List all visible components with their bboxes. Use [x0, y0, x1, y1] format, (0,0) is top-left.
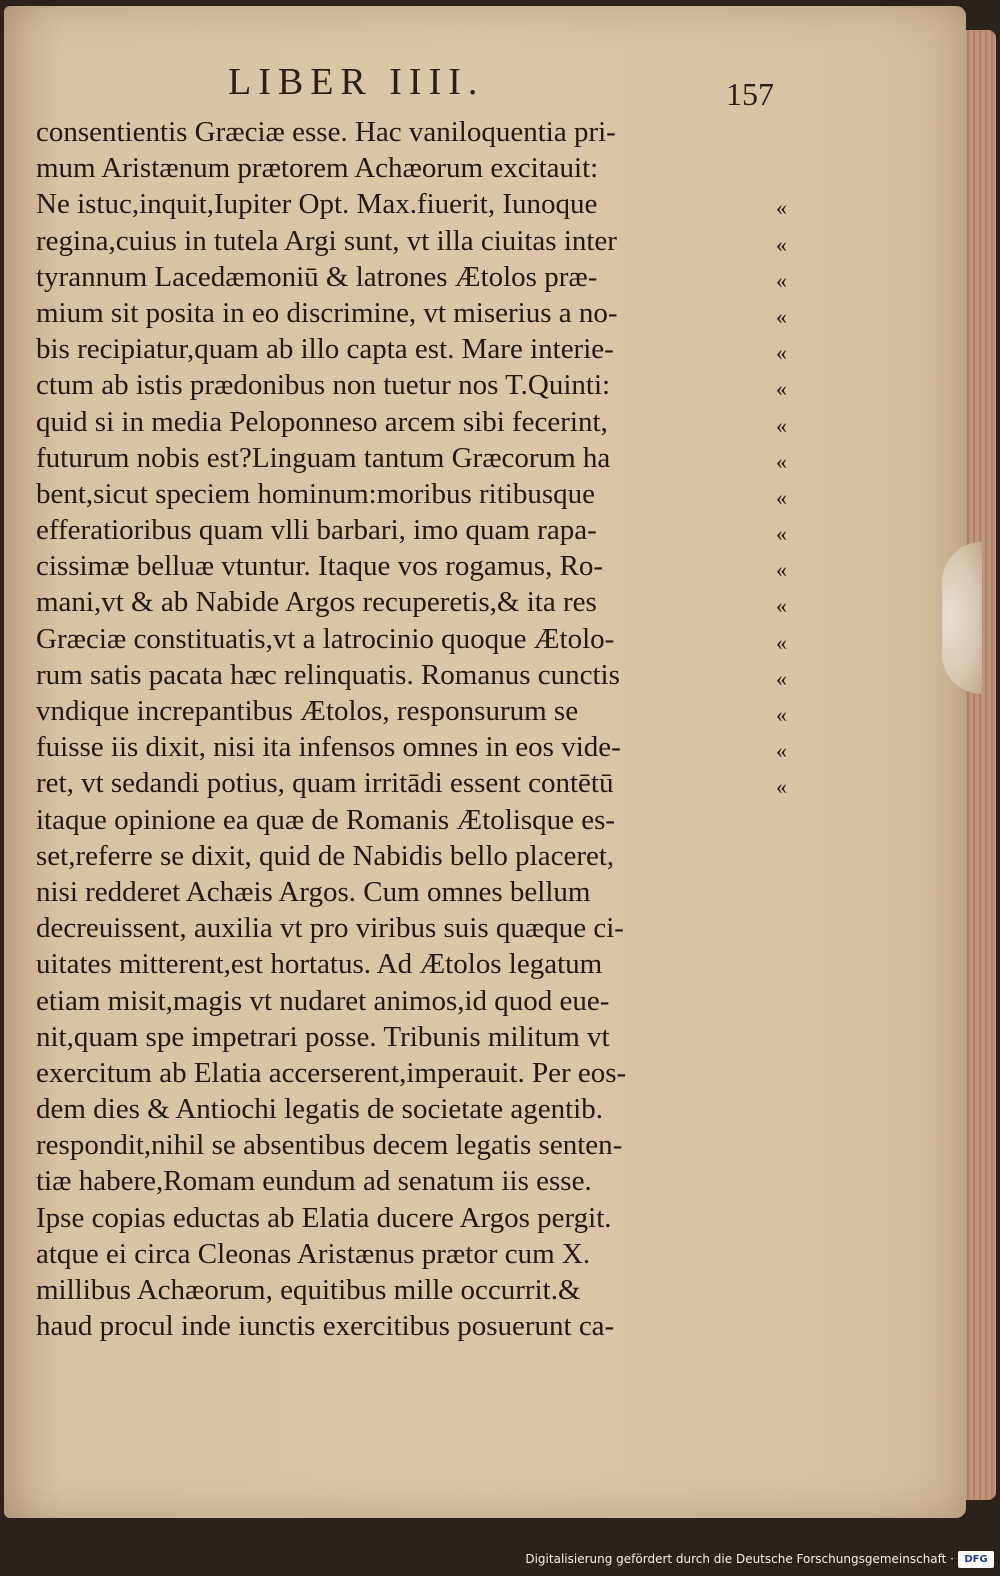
text-line: dem dies & Antiochi legatis de societate agentib. [36, 1093, 603, 1126]
text-line: Græciæ constituatis,vt a latrocinio quoque Ætolo- [36, 622, 615, 655]
text-line: ctum ab istis prædonibus non tuetur nos T.Quinti: [36, 369, 611, 402]
margin-mark: « [776, 629, 787, 655]
margin-quotation-marks [776, 114, 816, 1344]
text-line: respondit,nihil se absentibus decem legatis senten- [36, 1129, 623, 1162]
margin-mark: « [776, 412, 787, 438]
margin-mark [776, 1200, 816, 1236]
margin-mark [776, 150, 816, 186]
text-line: tyrannum Lacedæmoniū & latrones Ætolos præ- [36, 260, 598, 293]
margin-mark [776, 1272, 816, 1308]
margin-mark [776, 114, 816, 150]
text-line: futurum nobis est?Linguam tantum Græcorum ha [36, 441, 611, 474]
margin-mark [776, 874, 816, 910]
text-line: cissimæ belluæ vtuntur. Itaque vos rogamus, Ro- [36, 550, 604, 583]
text-line: millibus Achæorum, equitibus mille occurrit.& [36, 1274, 581, 1306]
text-line: rum satis pacata hæc relinquatis. Romanus cunctis [36, 658, 620, 691]
margin-mark: « [776, 231, 787, 257]
margin-mark: « [776, 593, 787, 619]
text-line: Ne istuc,inquit,Iupiter Opt. Max.fiuerit, Iunoque [36, 188, 598, 221]
margin-mark: « [776, 195, 787, 221]
margin-mark: « [776, 557, 787, 583]
text-line: haud procul inde iunctis exercitibus posuerunt ca- [36, 1310, 615, 1343]
running-head: LIBER IIII. [228, 61, 485, 103]
margin-mark: « [776, 665, 787, 691]
margin-mark: « [776, 702, 787, 727]
text-line: fuisse iis dixit, nisi ita infensos omnes in eos vide- [36, 731, 621, 764]
margin-mark: « [776, 303, 787, 329]
text-line: bis recipiatur,quam ab illo capta est. Mare interie- [36, 333, 614, 366]
text-line: decreuissent, auxilia vt pro viribus suis quæque ci- [36, 912, 624, 945]
text-line: itaque opinione ea quæ de Romanis Ætolisque es- [36, 803, 616, 836]
margin-mark: « [776, 448, 787, 474]
margin-mark: « [776, 774, 787, 800]
margin-mark [776, 1019, 816, 1055]
margin-mark [776, 802, 816, 838]
margin-mark: « [776, 521, 787, 547]
text-line: mium sit posita in eo discrimine, vt miserius a no- [36, 296, 618, 329]
margin-mark [776, 838, 816, 874]
margin-mark [776, 946, 816, 982]
margin-mark [776, 1308, 816, 1344]
margin-mark [776, 1055, 816, 1091]
text-line: mani,vt & ab Nabide Argos recuperetis,& ita res [36, 586, 597, 619]
margin-mark: « [776, 484, 787, 510]
text-line: nit,quam spe impetrari posse. Tribunis militum vt [36, 1020, 610, 1053]
page-tab [942, 542, 982, 694]
text-line: regina,cuius in tutela Argi sunt, vt illa ciuitas inter [36, 224, 617, 257]
text-line: set,referre se dixit, quid de Nabidis bello placeret, [36, 839, 615, 872]
text-line: uitates mitterent,est hortatus. Ad Ætolos legatum [36, 948, 603, 981]
margin-mark [776, 1091, 816, 1127]
page-number: 157 [726, 76, 774, 112]
text-line: ret, vt sedandi potius, quam irritādi essent contētū [36, 767, 614, 800]
dfg-logo: DFG [958, 1551, 994, 1568]
text-line: nisi redderet Achæis Argos. Cum omnes bellum [36, 875, 591, 908]
margin-mark: « [776, 267, 787, 293]
margin-mark: « [776, 376, 787, 402]
margin-mark: « [776, 340, 787, 366]
text-line: vndique increpantibus Ætolos, responsurum se [36, 695, 579, 727]
text-line: etiam misit,magis vt nudaret animos,id quod eue- [36, 984, 610, 1017]
text-line: mum Aristænum prætorem Achæorum excitauit: [36, 152, 599, 185]
margin-mark [776, 910, 816, 946]
text-line: consentientis Græciæ esse. Hac vaniloquentia pri- [36, 116, 616, 148]
text-line: tiæ habere,Romam eundum ad senatum iis esse. [36, 1165, 592, 1198]
text-line: Ipse copias eductas ab Elatia ducere Argos pergit. [36, 1201, 612, 1234]
footer-credit: Digitalisierung gefördert durch die Deutsche Forschungsgemeinschaft · [525, 1552, 954, 1566]
margin-mark [776, 1127, 816, 1163]
text-line: exercitum ab Elatia accerserent,imperauit. Per eos- [36, 1056, 627, 1089]
text-line: quid si in media Peloponneso arcem sibi fecerint, [36, 405, 608, 438]
text-line: bent,sicut speciem hominum:moribus ritibusque [36, 477, 595, 510]
margin-mark [776, 983, 816, 1019]
margin-mark: « [776, 738, 787, 764]
text-line: atque ei circa Cleonas Aristænus prætor cum X. [36, 1237, 591, 1270]
text-line: efferatioribus quam vlli barbari, imo quam rapa- [36, 514, 597, 547]
margin-mark [776, 1163, 816, 1199]
margin-mark [776, 1236, 816, 1272]
text-block [36, 114, 794, 1344]
